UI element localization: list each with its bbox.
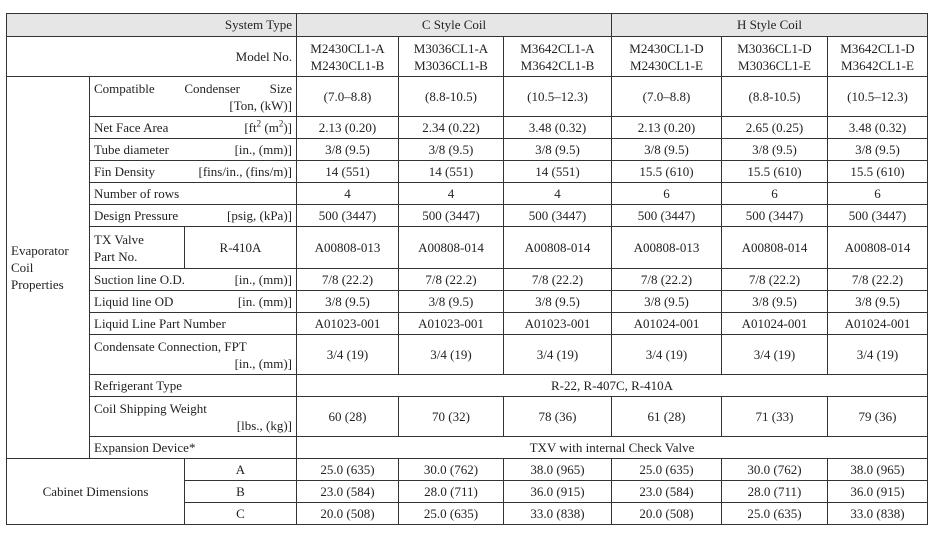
txv-row: [7, 227, 928, 269]
value-cell: 3/8 (9.5): [612, 291, 722, 313]
value-cell: 2.65 (0.25): [722, 117, 828, 139]
value-cell: 3/4 (19): [612, 335, 722, 375]
value-cell: 38.0 (965): [828, 459, 928, 481]
value-cell: 7/8 (22.2): [399, 269, 504, 291]
coil-specs-table: [6, 13, 928, 525]
value-cell: 61 (28): [612, 397, 722, 437]
value-cell: 7/8 (22.2): [297, 269, 399, 291]
value-cell: 7/8 (22.2): [612, 269, 722, 291]
liquid-part-label: Liquid Line Part Number: [90, 313, 297, 335]
value-cell: A01023-001: [504, 313, 612, 335]
value-cell: (10.5–12.3): [504, 77, 612, 117]
value-cell: 3/4 (19): [399, 335, 504, 375]
value-cell: 3/8 (9.5): [612, 139, 722, 161]
condenser-row: [7, 77, 928, 117]
value-cell: 36.0 (915): [504, 481, 612, 503]
value-cell: 15.5 (610): [612, 161, 722, 183]
model-cell: M2430CL1-D M2430CL1-E: [612, 37, 722, 77]
value-cell: 30.0 (762): [399, 459, 504, 481]
model-cell: M3036CL1-D M3036CL1-E: [722, 37, 828, 77]
value-cell: 2.34 (0.22): [399, 117, 504, 139]
value-cell: 7/8 (22.2): [504, 269, 612, 291]
pressure-label: Design Pressure [psig, (kPa)]: [90, 205, 297, 227]
model-cell: M3642CL1-D M3642CL1-E: [828, 37, 928, 77]
value-cell: 3/8 (9.5): [828, 139, 928, 161]
fin-row: [7, 161, 928, 183]
value-cell: 500 (3447): [828, 205, 928, 227]
cabinet-label: Cabinet Dimensions: [7, 459, 185, 525]
value-cell: 14 (551): [297, 161, 399, 183]
weight-row: [7, 397, 928, 437]
value-cell: 3/4 (19): [297, 335, 399, 375]
model-cell: M2430CL1-A M2430CL1-B: [297, 37, 399, 77]
value-cell: 3/8 (9.5): [297, 291, 399, 313]
value-cell: 38.0 (965): [504, 459, 612, 481]
value-cell: 23.0 (584): [297, 481, 399, 503]
value-cell: 2.13 (0.20): [612, 117, 722, 139]
value-cell: 3/8 (9.5): [399, 291, 504, 313]
h-style-header: H Style Coil: [612, 14, 928, 37]
value-cell: 15.5 (610): [722, 161, 828, 183]
value-cell: 3/4 (19): [828, 335, 928, 375]
value-cell: 3/4 (19): [504, 335, 612, 375]
condensate-label: Condensate Connection, FPT [in., (mm)]: [90, 335, 297, 375]
liquid-part-row: [7, 313, 928, 335]
c-style-header: C Style Coil: [297, 14, 612, 37]
value-cell: 14 (551): [504, 161, 612, 183]
value-cell: A01024-001: [722, 313, 828, 335]
value-cell: A00808-014: [399, 227, 504, 269]
value-cell: 36.0 (915): [828, 481, 928, 503]
cabinet-dim: B: [185, 481, 297, 503]
suction-label: Suction line O.D. [in., (mm)]: [90, 269, 297, 291]
value-cell: 3.48 (0.32): [828, 117, 928, 139]
value-cell: 500 (3447): [399, 205, 504, 227]
liquid-row: [7, 291, 928, 313]
value-cell: 3/8 (9.5): [722, 139, 828, 161]
value-cell: 500 (3447): [297, 205, 399, 227]
value-cell: A00808-014: [722, 227, 828, 269]
txv-refrigerant: R-410A: [185, 227, 297, 269]
value-cell: A01024-001: [828, 313, 928, 335]
value-cell: A00808-014: [828, 227, 928, 269]
value-cell: 33.0 (838): [504, 503, 612, 525]
value-cell: 25.0 (635): [297, 459, 399, 481]
value-cell: 2.13 (0.20): [297, 117, 399, 139]
value-cell: A01024-001: [612, 313, 722, 335]
value-cell: 70 (32): [399, 397, 504, 437]
refrigerant-value: R-22, R-407C, R-410A: [297, 375, 928, 397]
value-cell: 7/8 (22.2): [722, 269, 828, 291]
value-cell: 6: [722, 183, 828, 205]
condenser-label: Compatible Condenser Size [Ton, (kW)]: [90, 77, 297, 117]
refrigerant-row: [7, 375, 928, 397]
cabinet-dim: C: [185, 503, 297, 525]
value-cell: 60 (28): [297, 397, 399, 437]
model-no-label: Model No.: [7, 37, 297, 77]
value-cell: 4: [399, 183, 504, 205]
value-cell: A00808-013: [612, 227, 722, 269]
value-cell: 71 (33): [722, 397, 828, 437]
txv-label: TX Valve Part No.: [90, 227, 185, 269]
value-cell: A01023-001: [297, 313, 399, 335]
refrigerant-label: Refrigerant Type: [90, 375, 297, 397]
rows-label: Number of rows: [90, 183, 297, 205]
value-cell: 500 (3447): [504, 205, 612, 227]
pressure-row: [7, 205, 928, 227]
face-area-row: [7, 117, 928, 139]
fin-label: Fin Density [fins/in., (fins/m)]: [90, 161, 297, 183]
value-cell: 3/8 (9.5): [828, 291, 928, 313]
value-cell: 33.0 (838): [828, 503, 928, 525]
value-cell: 4: [504, 183, 612, 205]
cabinet-row: [7, 459, 928, 481]
value-cell: 20.0 (508): [612, 503, 722, 525]
value-cell: (7.0–8.8): [612, 77, 722, 117]
rows-row: [7, 183, 928, 205]
value-cell: A00808-013: [297, 227, 399, 269]
value-cell: 3/8 (9.5): [297, 139, 399, 161]
value-cell: 500 (3447): [722, 205, 828, 227]
expansion-value: TXV with internal Check Valve: [297, 437, 928, 459]
value-cell: A01023-001: [399, 313, 504, 335]
value-cell: 7/8 (22.2): [828, 269, 928, 291]
value-cell: 30.0 (762): [722, 459, 828, 481]
system-type-label: System Type: [7, 14, 297, 37]
value-cell: 25.0 (635): [722, 503, 828, 525]
face-area-label: Net Face Area [$ft^2$ $(m^2)$]: [90, 117, 297, 139]
tube-label: Tube diameter [in., (mm)]: [90, 139, 297, 161]
value-cell: (8.8-10.5): [722, 77, 828, 117]
value-cell: 3/8 (9.5): [399, 139, 504, 161]
value-cell: 20.0 (508): [297, 503, 399, 525]
value-cell: 15.5 (610): [828, 161, 928, 183]
value-cell: 3/4 (19): [722, 335, 828, 375]
value-cell: 79 (36): [828, 397, 928, 437]
value-cell: 6: [612, 183, 722, 205]
weight-label: Coil Shipping Weight [lbs., (kg)]: [90, 397, 297, 437]
model-cell: M3036CL1-A M3036CL1-B: [399, 37, 504, 77]
value-cell: 3/8 (9.5): [722, 291, 828, 313]
suction-row: [7, 269, 928, 291]
value-cell: 28.0 (711): [399, 481, 504, 503]
tube-row: [7, 139, 928, 161]
value-cell: (7.0–8.8): [297, 77, 399, 117]
expansion-label: Expansion Device*: [90, 437, 297, 459]
value-cell: (10.5–12.3): [828, 77, 928, 117]
value-cell: 3/8 (9.5): [504, 291, 612, 313]
value-cell: 6: [828, 183, 928, 205]
model-row: [7, 37, 928, 77]
value-cell: 28.0 (711): [722, 481, 828, 503]
value-cell: A00808-014: [504, 227, 612, 269]
value-cell: 4: [297, 183, 399, 205]
value-cell: 78 (36): [504, 397, 612, 437]
value-cell: 25.0 (635): [612, 459, 722, 481]
value-cell: (8.8-10.5): [399, 77, 504, 117]
expansion-row: [7, 437, 928, 459]
system-type-row: [7, 14, 928, 37]
liquid-label: Liquid line OD [in. (mm)]: [90, 291, 297, 313]
condensate-row: [7, 335, 928, 375]
cabinet-dim: A: [185, 459, 297, 481]
value-cell: 14 (551): [399, 161, 504, 183]
value-cell: 3.48 (0.32): [504, 117, 612, 139]
evaporator-section-label: Evaporator Coil Properties: [7, 77, 90, 459]
value-cell: 3/8 (9.5): [504, 139, 612, 161]
value-cell: 500 (3447): [612, 205, 722, 227]
value-cell: 23.0 (584): [612, 481, 722, 503]
value-cell: 25.0 (635): [399, 503, 504, 525]
model-cell: M3642CL1-A M3642CL1-B: [504, 37, 612, 77]
